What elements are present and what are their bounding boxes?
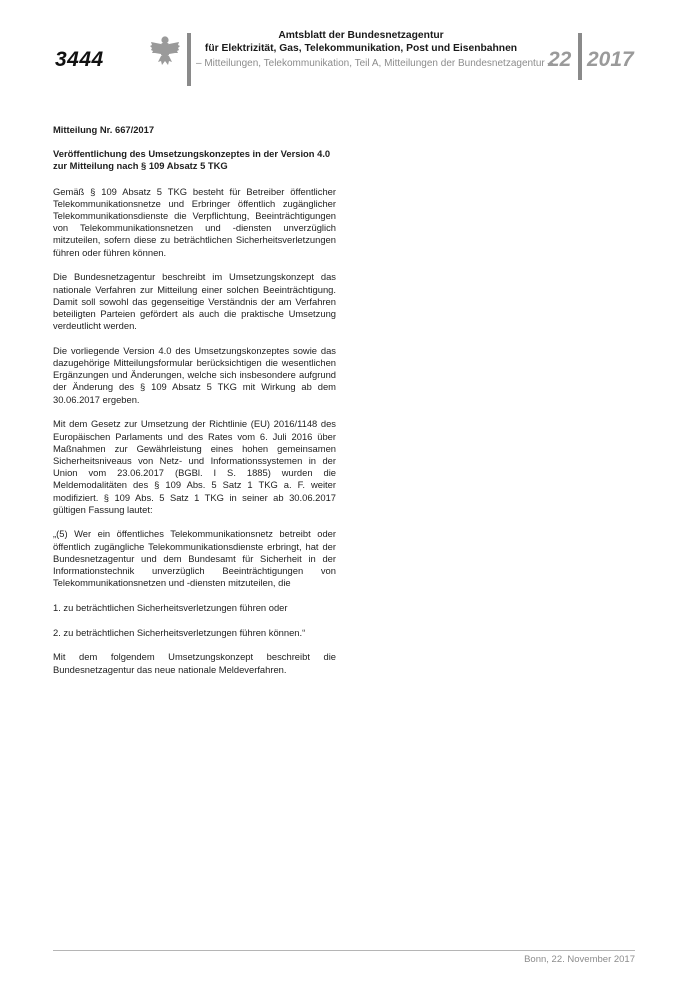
gazette-title-line1: Amtsblatt der Bundesnetzagentur: [278, 30, 444, 41]
list-item: 2. zu beträchtlichen Sicherheitsverletzungen führen können.“: [53, 626, 306, 638]
list-item: 1. zu beträchtlichen Sicherheitsverletzungen führen oder: [53, 602, 288, 613]
gazette-title-line2: für Elektrizität, Gas, Telekommunikation, Post und Eisenbahnen: [204, 42, 518, 54]
page-number: 3444: [55, 48, 104, 71]
footer-place-date: Bonn, 22. November 2017: [524, 954, 635, 965]
quoted-paragraph: „(5) Wer ein öffentliches Telekommunikationsnetz betreibt oder öffentlich zugängliche Telekommunikationsdienste erbringt, hat der Bundesnetzagentur und dem Bundesamt für Sicherheit in der Informationstechnik unverzüglich Beeinträchtigungen von Telekommunikationsnetzen und -diensten mitzuteilen, die: [53, 528, 336, 589]
paragraph: Die vorliegende Version 4.0 des Umsetzungskonzeptes sowie das dazugehörige Mitteilungsformular berücksichtigen die wesentlichen Ergänzungen und Änderungen, welche sich insbesondere aufgrund der Änderung des § 109 Absatz 5 TKG mit Wirkung ab dem 30.06.2017 ergeben.: [53, 344, 336, 405]
issue-number: 22: [548, 48, 572, 71]
gazette-title: [196, 30, 526, 55]
paragraph: Mit dem Gesetz zur Umsetzung der Richtlinie (EU) 2016/1148 des Europäischen Parlaments und des Rates vom 6. Juli 2016 über Maßnahmen zur Gewährleistung eines hohen gemeinsamen Sicherheitsniveaus von Netz- und Informationssystemen in der Union vom 23.06.2017 (BGBl. I S. 1885) wurden die Meldemodalitäten des § 109 Abs. 5 Satz 1 TKG a. F. weiter modifiziert. § 109 Abs. 5 Satz 1 TKG in seiner ab 30.06.2017 gültigen Fassung lautet:: [53, 418, 336, 515]
paragraph: Gemäß § 109 Absatz 5 TKG besteht für Betreiber öffentlicher Telekommunikationsnetze und Erbringer öffentlich zugänglicher Telekommunikationsdienste die Verpflichtung, Beeinträchtigungen von Telekommunikationsnetzen und -diensten unverzüglich mitzuteilen, sofern diese zu beträchtlichen Sicherheitsverletzungen führen oder führen können.: [53, 185, 336, 258]
notice-number: Mitteilung Nr. 667/2017: [53, 124, 155, 135]
notice-body: [53, 124, 336, 688]
paragraph: Mit dem folgendem Umsetzungskonzept beschreibt die Bundesnetzagentur das neue nationale Meldeverfahren.: [53, 651, 336, 675]
issue-divider: [578, 33, 582, 80]
federal-eagle-icon: [150, 34, 180, 68]
header-divider: [187, 33, 191, 86]
footer-divider: [53, 950, 635, 951]
issue-year: 2017: [587, 48, 634, 71]
notice-title: Veröffentlichung des Umsetzungskonzeptes in der Version 4.0 zur Mitteilung nach § 109 Absatz 5 TKG: [53, 148, 331, 172]
gazette-subtitle: – Mitteilungen, Telekommunikation, Teil A, Mitteilungen der Bundesnetzagentur –: [196, 58, 554, 69]
paragraph: Die Bundesnetzagentur beschreibt im Umsetzungskonzept das nationale Verfahren zur Mitteilung einer solchen Beeinträchtigung. Damit soll sowohl das gegenseitige Verständnis der am Verfahren beteiligten Parteien gefördert als auch die praktische Umsetzung verdeutlicht werden.: [53, 271, 336, 332]
